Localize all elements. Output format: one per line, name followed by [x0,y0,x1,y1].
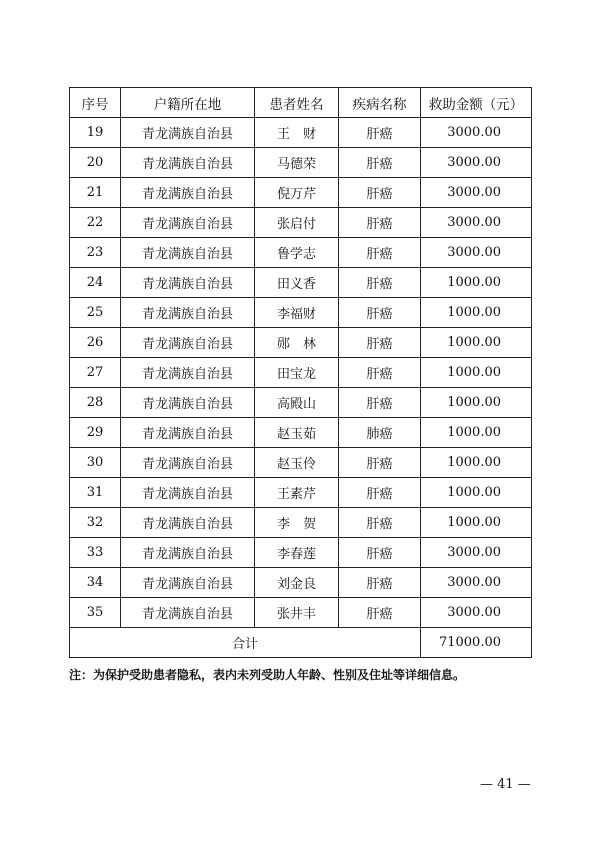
table-row [70,268,532,298]
patient-name: 张启付 [255,208,339,238]
household-location: 青龙满族自治县 [121,148,255,178]
row-index: 26 [70,328,121,358]
household-location: 青龙满族自治县 [121,508,255,538]
disease-name: 肝癌 [339,448,421,478]
aid-amount: 1000.00 [421,268,532,298]
table-row [70,148,532,178]
disease-name: 肝癌 [339,208,421,238]
household-location: 青龙满族自治县 [121,118,255,148]
disease-name: 肝癌 [339,568,421,598]
household-location: 青龙满族自治县 [121,568,255,598]
aid-amount: 1000.00 [421,358,532,388]
table-row [70,388,532,418]
patient-name: 赵玉茹 [255,418,339,448]
aid-amount: 1000.00 [421,388,532,418]
row-index: 27 [70,358,121,388]
total-value: 71000.00 [421,628,532,658]
household-location: 青龙满族自治县 [121,208,255,238]
row-index: 33 [70,538,121,568]
row-index: 30 [70,448,121,478]
table-row [70,238,532,268]
row-index: 24 [70,268,121,298]
aid-amount: 3000.00 [421,568,532,598]
table-row [70,478,532,508]
aid-amount: 1000.00 [421,508,532,538]
table-row [70,208,532,238]
household-location: 青龙满族自治县 [121,298,255,328]
patient-name: 赵玉伶 [255,448,339,478]
aid-amount: 3000.00 [421,178,532,208]
aid-amount: 3000.00 [421,118,532,148]
disease-name: 肝癌 [339,148,421,178]
total-row [70,628,532,658]
household-location: 青龙满族自治县 [121,538,255,568]
table-row [70,448,532,478]
patient-name: 高殿山 [255,388,339,418]
disease-name: 肝癌 [339,238,421,268]
patient-name: 鲁学志 [255,238,339,268]
row-index: 25 [70,298,121,328]
disease-name: 肝癌 [339,328,421,358]
patient-name: 田义香 [255,268,339,298]
aid-amount: 3000.00 [421,148,532,178]
header-household-location: 户籍所在地 [121,88,255,118]
table-row [70,178,532,208]
household-location: 青龙满族自治县 [121,238,255,268]
patient-name: 李福财 [255,298,339,328]
disease-name: 肝癌 [339,268,421,298]
aid-amount: 1000.00 [421,328,532,358]
aid-recipients-table [69,87,532,658]
patient-name: 李 贺 [255,508,339,538]
table-row [70,568,532,598]
table-row [70,118,532,148]
page-number: — 41 — [480,777,531,792]
disease-name: 肝癌 [339,298,421,328]
household-location: 青龙满族自治县 [121,448,255,478]
disease-name: 肝癌 [339,598,421,628]
household-location: 青龙满族自治县 [121,328,255,358]
aid-amount: 3000.00 [421,238,532,268]
table-row [70,508,532,538]
patient-name: 马德荣 [255,148,339,178]
disease-name: 肝癌 [339,118,421,148]
patient-name: 李春莲 [255,538,339,568]
patient-name: 王 财 [255,118,339,148]
household-location: 青龙满族自治县 [121,388,255,418]
disease-name: 肝癌 [339,538,421,568]
header-disease-name: 疾病名称 [339,88,421,118]
table-row [70,418,532,448]
disease-name: 肝癌 [339,358,421,388]
row-index: 31 [70,478,121,508]
disease-name: 肝癌 [339,478,421,508]
row-index: 22 [70,208,121,238]
aid-amount: 1000.00 [421,418,532,448]
patient-name: 王素芹 [255,478,339,508]
row-index: 19 [70,118,121,148]
household-location: 青龙满族自治县 [121,178,255,208]
header-aid-amount: 救助金额（元） [421,88,532,118]
aid-amount: 3000.00 [421,208,532,238]
table-row [70,538,532,568]
patient-name: 刘金良 [255,568,339,598]
aid-amount: 1000.00 [421,448,532,478]
row-index: 34 [70,568,121,598]
aid-amount: 3000.00 [421,538,532,568]
aid-amount: 3000.00 [421,598,532,628]
row-index: 28 [70,388,121,418]
row-index: 35 [70,598,121,628]
disease-name: 肺癌 [339,418,421,448]
row-index: 20 [70,148,121,178]
aid-amount: 1000.00 [421,298,532,328]
header-patient-name: 患者姓名 [255,88,339,118]
row-index: 29 [70,418,121,448]
row-index: 32 [70,508,121,538]
privacy-note: 注：为保护受助患者隐私，表内未列受助人年龄、性别及住址等详细信息。 [69,668,466,682]
household-location: 青龙满族自治县 [121,478,255,508]
household-location: 青龙满族自治县 [121,358,255,388]
disease-name: 肝癌 [339,388,421,418]
row-index: 21 [70,178,121,208]
disease-name: 肝癌 [339,178,421,208]
table-row [70,358,532,388]
patient-name: 张井丰 [255,598,339,628]
disease-name: 肝癌 [339,508,421,538]
patient-name: 田宝龙 [255,358,339,388]
row-index: 23 [70,238,121,268]
table-row [70,328,532,358]
household-location: 青龙满族自治县 [121,598,255,628]
household-location: 青龙满族自治县 [121,268,255,298]
table-row [70,298,532,328]
header-index: 序号 [70,88,121,118]
patient-name: 郧 林 [255,328,339,358]
table-header-row [70,88,532,118]
total-label: 合计 [70,628,421,658]
household-location: 青龙满族自治县 [121,418,255,448]
aid-amount: 1000.00 [421,478,532,508]
patient-name: 倪万芹 [255,178,339,208]
table-row [70,598,532,628]
